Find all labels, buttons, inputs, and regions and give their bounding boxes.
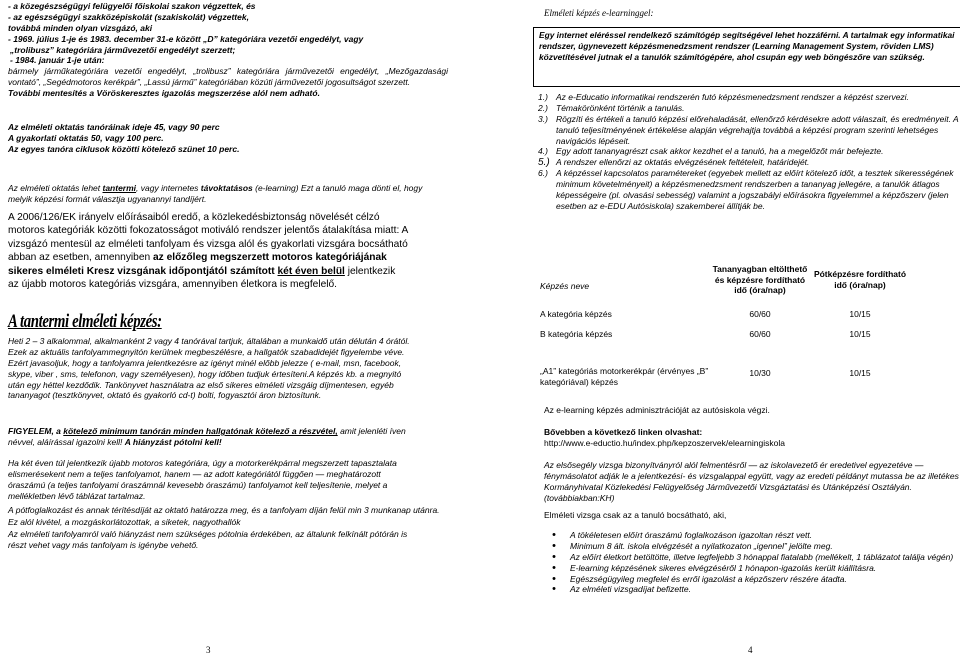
- table-cell: 10/15: [849, 308, 871, 319]
- table-cell: 10/15: [849, 328, 871, 339]
- tantermi-paragraph: Heti 2 – 3 alkalommal, alkalmanként 2 vagy 4 tanórával tartjuk, általában a munkaidő után délután 4 órától. Ezek az aktuális tanfolyammegnyitón kerülnek megbeszélésre, a hallgatók szabadidejét figyelembe véve. Ezért javasoljuk, hogy a tanfolyamra jelentkezésre az igényt minél előbb jelezze ( e-mail, msn, facebook, skype, viber , sms, telefonon, vagy személyesen), hogy időben tudjuk értesíteni.A képzés kb. a megnyitó után egy héttel kezdődik. Tankönyvet használatra az első sikeres elméleti vizsgáig díjmentesen, egyéb tananyagot (tesztkönyvet, oktató és gyakorló cd-t) bolti, fogyasztói áron biztosítunk.: [8, 336, 410, 401]
- hianyzas-paragraph: Az elméleti tanfolyamról való hiányzást nem szükséges pótolnia érdekében, az általunk felkínált pótórán is részt vehet vagy más tanfolyam is igénybe vehető.: [8, 529, 408, 550]
- list-item: • Egészségügyileg megfelel és erről igazolást a képzőszerv részére átadta.: [544, 574, 960, 585]
- step-number: 2.): [538, 102, 548, 113]
- elearning-label: Elméleti képzés e-learninggel:: [544, 8, 654, 18]
- text-span: az előzőleg megszerzett motoros kategóriájának sikeres elméleti Kresz vizsgának időpontjától számított: [8, 252, 387, 277]
- text-span: két éven belül: [277, 265, 345, 277]
- list-item: • Az előírt életkort betöltötte, illetve legfeljebb 3 hónappal fiatalabb (mellékelt, 1 táblázatot találja végén): [544, 552, 960, 563]
- admin-note: Az e-learning képzés adminisztrációját az autósiskola végzi.: [544, 405, 770, 415]
- text-line: bármely járműkategóriára vezetői engedélyt, „trolibusz” kategóriára járművezetői engedélyt, „Mezőgazdasági vontató”, „Segédmotoros kerékpár”, „Lassú jármű” kategóriában közúti járművezetői jogosultságot szerzett.: [8, 66, 448, 88]
- figyelem-paragraph: [8, 426, 408, 448]
- text-span: Az elméleti oktatás lehet: [8, 183, 103, 193]
- more-info-link[interactable]: http://www.e-eductio.hu/index.php/kepzoszervek/elearningiskola: [544, 438, 785, 448]
- more-info-title: Bővebben a következő linken olvashat:: [544, 427, 703, 437]
- table-row: [540, 344, 910, 402]
- signup-paragraph: Az elsősegély vizsga bizonyítványról alól felmentésről — az iskolavezető ér eredetivel egyezetéve — fénymásolatot adják le a jelentkezési- és vizsgalappal együtt, vagy az eredeti példányt mutassa be az illetékes Kormányhivatal Közlekedési Felügyelőség Járművezetői Vizsgáztatási és Utánképzési Osztályán. (továbbiakban:KH): [544, 460, 959, 503]
- hours-block: [8, 122, 448, 155]
- table-cell: 60/60: [749, 328, 771, 339]
- page-number: 3: [206, 645, 211, 655]
- info-box-text: Egy internet eléréssel rendelkező számítógép segítségével lehet hozzáférni. A tartalmak egy informatikai rendszer, úgynevezett képzésmenedzsment rendszer (Learning Management System, röviden LMS) közvetítésével jutnak el a tanulók számítógépére, ahol csupán egy web böngészőre van szükség.: [539, 30, 955, 62]
- text-line: „trolibusz” kategóriára járművezetői engedélyt szerzett;: [10, 44, 236, 55]
- list-item: [534, 146, 960, 157]
- text-span: A hiányzást pótolni kell!: [124, 436, 222, 447]
- right-page: [490, 0, 959, 657]
- list-item: • Minimum 8 ált. iskola elvégzését a nyilatkozaton „igennel” jelölte meg.: [544, 541, 960, 552]
- step-number: 1.): [538, 92, 548, 102]
- table-cell: A kategória képzés: [540, 308, 612, 319]
- regulation-paragraph: [8, 211, 408, 292]
- elearning-paragraph: [8, 183, 448, 205]
- text-line: - 1969. július 1-je és 1983. december 31-e között „D” kategóriára vezetői engedélyt, vagy: [8, 33, 364, 44]
- text-span: A 2006/126/EK irányelv előírásaiból eredő, a közlekedésbiztonság növelését célzó motoros kategóriák közötti fokozatosságot motiváló rendszer jelentős átalakítása miatt: A vizsgázó mentesül az elméleti tanfolyam és vizsga alól és gyakorlati vizsgára bocsátható abban az esetben, amennyiben: [8, 212, 408, 264]
- step-text: A képzéssel kapcsolatos paramétereket (egyebek mellett az előírt kötelező időt, a tesztek sikerességének minimum követelményeit) a képzésmenedzsment rendszerben a tananyag jellegére, a tanulók átlagos képességeire (pl. olvasási sebesség) valamint a jogszabályi előírásokra figyelemmel a képzőszerv (jelen esetben az e-EDU Autósiskola) szakemberei állítják be.: [556, 168, 954, 211]
- kivetel-paragraph: Ez alól kivétel, a mozgáskorlátozottak, a siketek, nagyothallók: [8, 517, 241, 527]
- info-box: [533, 27, 960, 87]
- page-heading: A tantermi elméleti képzés:: [8, 311, 162, 332]
- text-line: A gyakorlati oktatás 50, vagy 100 perc.: [8, 132, 164, 143]
- hours-table: [540, 256, 910, 402]
- mentesites-block: [8, 1, 448, 99]
- step-number: 3.): [538, 113, 548, 124]
- list-item: • Az elméleti vizsgadíjat befizette.: [544, 584, 960, 595]
- step-number: 6.): [538, 168, 548, 179]
- table-cell: 60/60: [749, 308, 771, 319]
- text-line: További mentesítés a Vöröskeresztes igazolás megszerzése alól nem adható.: [8, 88, 320, 98]
- text-span: , vagy internetes: [136, 183, 201, 193]
- list-item: • A tökéletesen előírt óraszámú foglalkozáson igazoltan részt vett.: [544, 530, 960, 541]
- text-span: távoktatásos: [200, 183, 253, 193]
- left-page: [0, 0, 470, 657]
- table-header-cell: Képzés neve: [540, 280, 590, 291]
- step-number: 5.): [538, 157, 550, 169]
- text-line: továbbá minden olyan vizsgázó, aki: [8, 22, 153, 33]
- text-line: - 1984. január 1-je után:: [10, 55, 105, 66]
- text-span: FIGYELEM, a: [8, 426, 64, 436]
- table-header-row: [540, 256, 910, 304]
- step-text: Az e-Educatio informatikai rendszerén futó képzésmenedzsment rendszer a képzést szervezi.: [556, 92, 909, 102]
- table-cell: B kategória képzés: [540, 328, 613, 339]
- list-item: [534, 114, 960, 147]
- table-row: [540, 324, 910, 344]
- conditions-title: Elméleti vizsga csak az a tanuló bocsátható, aki,: [544, 510, 727, 520]
- text-line: - az egészségügyi szakközépiskolát (szakiskolát) végzettek,: [8, 11, 249, 22]
- list-item: [534, 92, 960, 103]
- table-cell: „A1” kategóriás motorkerékpár (érvényes „B” kategóriával) képzés: [540, 366, 709, 387]
- text-line: Az elméleti oktatás tanóráinak ideje 45, vagy 90 perc: [8, 122, 220, 132]
- step-number: 4.): [538, 146, 548, 157]
- step-text: Rögzíti és értékeli a tanuló képzési előrehaladását, ellenőrző kérdésekre adott válaszait, és eredményeit. A tanuló teljesítményének értékelése alapján végrehajtja továbbá a képzési program szerinti lehetséges navigációs lépéseit.: [556, 113, 959, 146]
- step-text: A rendszer ellenőrzi az oktatás elvégzésének feltételeit, határidejét.: [556, 157, 810, 168]
- conditions-list: [544, 530, 960, 595]
- table-row: [540, 304, 910, 324]
- page-number: 4: [748, 645, 753, 655]
- text-span: jelentkezik az újabb motoros kategóriás vizsgára, amennyiben életkora is megfelelő.: [8, 265, 396, 291]
- table-header-cell: Pótképzésre fordítható idő (óra/nap): [813, 269, 907, 290]
- list-item: [534, 157, 960, 168]
- table-header-cell: Tananyagban eltölthető és képzésre fordítható idő (óra/nap): [712, 263, 808, 296]
- step-text: Témakörönként történik a tanulás.: [556, 102, 685, 113]
- text-line: Az egyes tanóra ciklusok közötti kötelező szünet 10 perc.: [8, 143, 240, 154]
- list-item: [534, 103, 960, 114]
- text-span: kötelező minimum tanórán minden hallgatónak kötelező a részvétel,: [63, 426, 338, 436]
- text-line: - a közegészségügyi felügyelői főiskolai szakon végzettek, és: [8, 1, 256, 11]
- text-span: tantermi: [102, 183, 137, 193]
- list-item: • E-learning képzésének sikeres elvégzéséről 1 hónapon-igazolás került kiállításra.: [544, 563, 960, 574]
- list-item: [534, 168, 960, 212]
- table-cell: 10/15: [849, 367, 871, 378]
- text-span: amit jelenléti íven névvel, aláírással igazolni kell!: [8, 426, 406, 447]
- table-cell: 10/30: [749, 367, 771, 378]
- steps-list: [534, 92, 960, 212]
- text-span: (e-learning) Ezt a tanuló maga dönti el, hogy melyik képzési formát választja ugyanannyi tandíjért.: [8, 183, 423, 204]
- step-text: Egy adott tananyagrészt csak akkor kezdhet el a tanuló, ha a megelőzőt már befejezte.: [556, 146, 884, 157]
- ha-ket-paragraph: Ha két éven túl jelentkezik újabb motoros kategóriára, úgy a motorkerékpárral megszerzett tapasztalata elismerésekent nem a teljes tanfolyamot, hanem — az adott kategóriától függően — meghatározott óraszámú (a teljes tanfolyami óraszámnál kevesebb óraszámú) tanfolyamot kell teljesítenie, melyet a mellékletben lévő táblázat tartalmaz.: [8, 458, 397, 501]
- potfoglalkozas-paragraph: A pótfoglalkozást és annak térítésdíját az oktató határozza meg, és a tanfolyam díján felül min 3 munkanap utánra.: [8, 505, 440, 515]
